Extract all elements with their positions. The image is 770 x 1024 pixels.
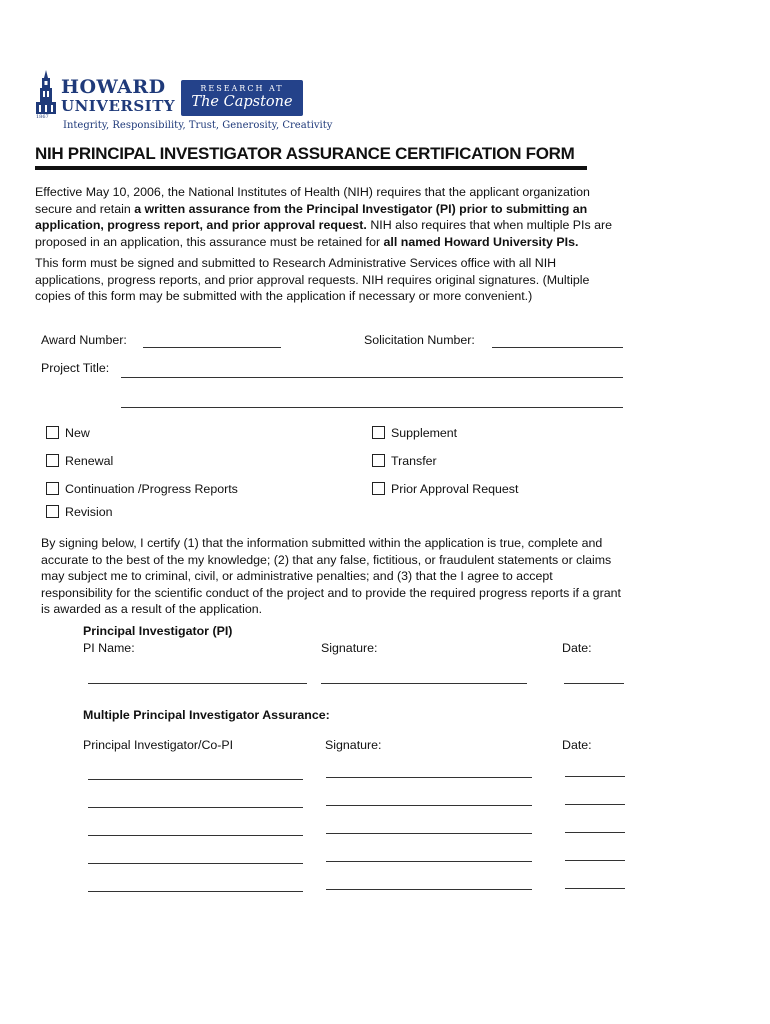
award-number-field[interactable] [143, 347, 281, 348]
co-pi-date-label: Date: [562, 738, 592, 752]
howard-logo [34, 70, 174, 120]
intro-paragraph-2: This form must be signed and submitted to Research Administrative Services office with all NIH applications, progress reports, and prior approval requests. NIH requires original signatures. (Multiple copies of this form may be submitted with the application if necessary or more convenient.) [35, 256, 590, 304]
pi-date-label: Date: [562, 641, 592, 655]
checkbox-new-label: New [65, 426, 90, 440]
research-at-capstone-badge [181, 80, 303, 116]
founders-library-tower-icon [34, 70, 58, 120]
intro-paragraph-1: Effective May 10, 2006, the National Institutes of Health (NIH) requires that the applicant organization secure and retain a written assurance from the Principal Investigator (PI) prior to submitting an application, progress report, and prior approval request. NIH also requires that when multiple PIs are proposed in an application, this assurance must be retained for all named Howard University PIs. [35, 185, 613, 249]
checkbox-renewal-label: Renewal [65, 454, 114, 468]
checkbox-new[interactable] [46, 426, 59, 439]
pi-date-field[interactable] [564, 683, 624, 684]
multi-pi-heading: Multiple Principal Investigator Assurance: [83, 708, 330, 722]
checkbox-transfer[interactable] [372, 454, 385, 467]
checkbox-supplement[interactable] [372, 426, 385, 439]
co-pi-name-field-4[interactable] [88, 863, 303, 864]
checkbox-continuation[interactable] [46, 482, 59, 495]
co-pi-date-field-5[interactable] [565, 888, 625, 889]
co-pi-signature-field-3[interactable] [326, 833, 532, 834]
co-pi-signature-label: Signature: [325, 738, 382, 752]
project-title-label: Project Title: [41, 361, 110, 375]
co-pi-signature-field-2[interactable] [326, 805, 532, 806]
co-pi-name-field-1[interactable] [88, 779, 303, 780]
co-pi-date-field-4[interactable] [565, 860, 625, 861]
co-pi-name-field-3[interactable] [88, 835, 303, 836]
badge-small-text: RESEARCH AT [200, 84, 284, 93]
pi-signature-field[interactable] [321, 683, 527, 684]
co-pi-name-label: Principal Investigator/Co-PI [83, 738, 234, 752]
pi-name-field[interactable] [88, 683, 307, 684]
solicitation-number-label: Solicitation Number: [364, 333, 475, 347]
university-name-line2: UNIVERSITY [61, 97, 176, 115]
pi-heading: Principal Investigator (PI) [83, 624, 233, 638]
co-pi-date-field-1[interactable] [565, 776, 625, 777]
award-number-label: Award Number: [41, 333, 127, 347]
co-pi-date-field-3[interactable] [565, 832, 625, 833]
checkbox-revision-label: Revision [65, 505, 113, 519]
pi-name-label: PI Name: [83, 641, 135, 655]
project-title-field-line1[interactable] [121, 377, 623, 378]
title-underline [35, 166, 587, 170]
pi-signature-label: Signature: [321, 641, 378, 655]
founded-year: 1867 [36, 114, 49, 120]
certification-statement: By signing below, I certify (1) that the information submitted within the application is true, complete and accurate to the best of the my knowledge; (2) that any false, fictitious, or fraudulent statements or claims may subject me to criminal, civil, or administrative penalties; and (3) that the I agree to accept responsibility for the scientific conduct of the project and to provide the required progress reports if a grant is awarded as a result of the application. [41, 536, 621, 617]
solicitation-number-field[interactable] [492, 347, 623, 348]
project-title-field-line2[interactable] [121, 407, 623, 408]
checkbox-prior-approval[interactable] [372, 482, 385, 495]
co-pi-name-field-5[interactable] [88, 891, 303, 892]
co-pi-signature-field-1[interactable] [326, 777, 532, 778]
tagline: Integrity, Responsibility, Trust, Generosity, Creativity [63, 120, 333, 131]
co-pi-signature-field-5[interactable] [326, 889, 532, 890]
badge-large-text: The Capstone [191, 94, 293, 110]
co-pi-name-field-2[interactable] [88, 807, 303, 808]
university-name-line1: HOWARD [61, 76, 166, 98]
co-pi-date-field-2[interactable] [565, 804, 625, 805]
page-title: NIH PRINCIPAL INVESTIGATOR ASSURANCE CERTIFICATION FORM [35, 144, 575, 163]
co-pi-signature-field-4[interactable] [326, 861, 532, 862]
checkbox-prior-approval-label: Prior Approval Request [391, 482, 519, 496]
checkbox-transfer-label: Transfer [391, 454, 437, 468]
checkbox-supplement-label: Supplement [391, 426, 458, 440]
checkbox-revision[interactable] [46, 505, 59, 518]
checkbox-renewal[interactable] [46, 454, 59, 467]
checkbox-continuation-label: Continuation /Progress Reports [65, 482, 238, 496]
